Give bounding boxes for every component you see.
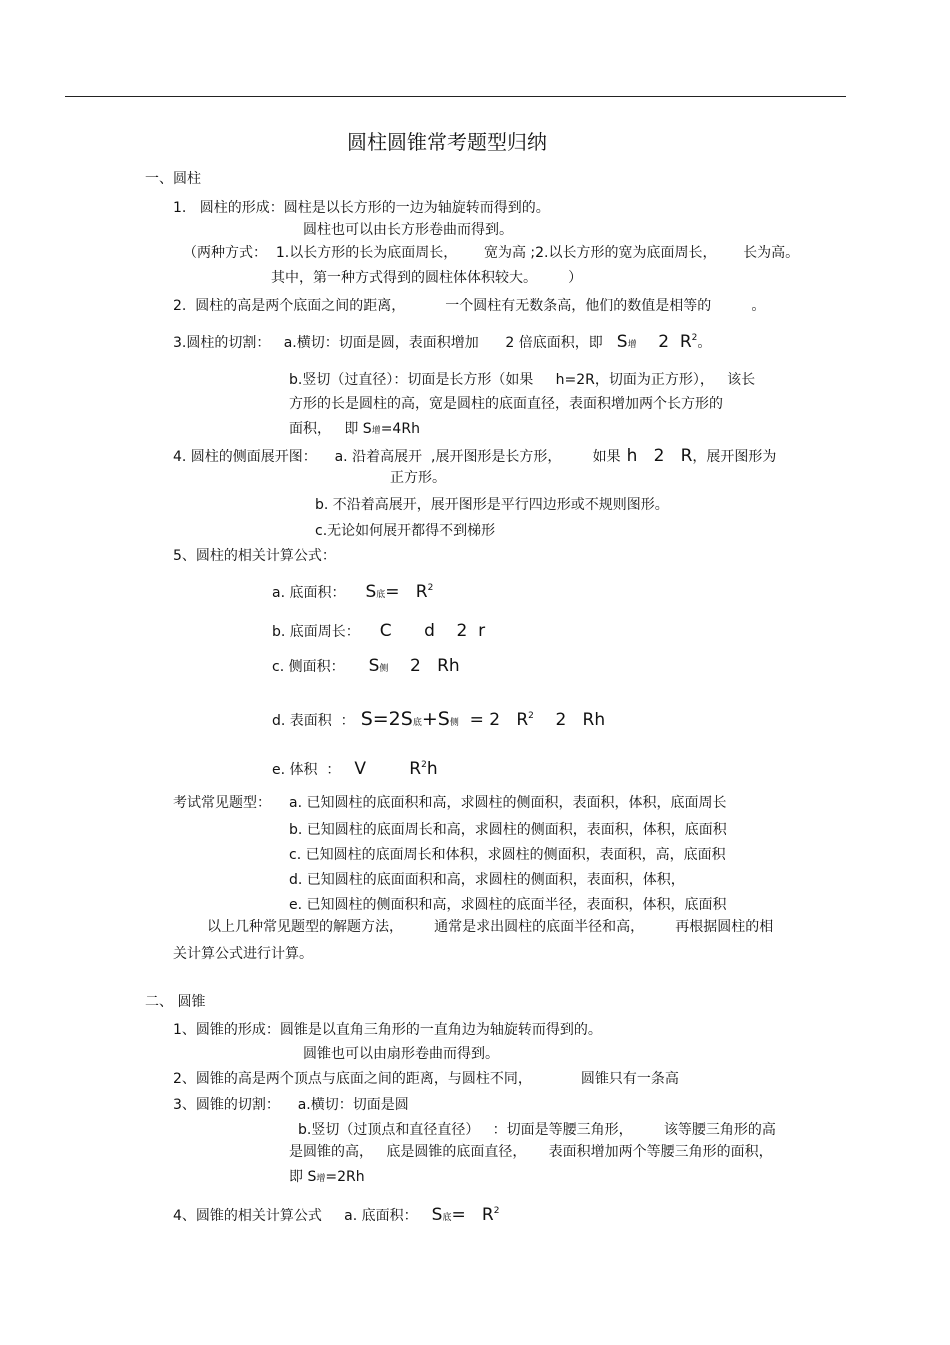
formula: C d 2 r: [379, 621, 486, 641]
cylinder-formulas-heading: 5、圆柱的相关计算公式：: [173, 548, 336, 564]
formula-sub: 底: [442, 1213, 452, 1223]
exam-type-e: e. 已知圆柱的侧面积和高，求圆柱的底面半径，表面积，体积，底面积: [289, 897, 727, 913]
formula-rest: = R: [385, 582, 428, 602]
cylinder-two-methods: （两种方式： 1.以长方形的长为底面周长， 宽为高 ;2.以长方形的宽为底面周长， 长为高。: [183, 245, 800, 261]
formula-sub: 增: [316, 1174, 326, 1184]
formula-sup: 2: [691, 333, 698, 343]
formula-sup: 2: [427, 583, 434, 593]
cone-cut-horizontal: 3、圆锥的切割： a.横切：切面是圆: [173, 1097, 409, 1113]
cylinder-formation: 1. 圆柱的形成：圆柱是以长方形的一边为轴旋转而得到的。: [173, 200, 550, 216]
cone-cut-vertical-2: 是圆锥的高， 底是圆锥的底面直径， 表面积增加两个等腰三角形的面积，: [289, 1144, 773, 1160]
cylinder-height: 2. 圆柱的高是两个底面之间的距离， 一个圆柱有无数条高，他们的数值是相等的 。: [173, 298, 766, 314]
section-heading-cone: 二、 圆锥: [145, 994, 206, 1010]
exam-type-a: a. 已知圆柱的底面积和高，求圆柱的侧面积，表面积，体积，底面周长: [289, 795, 727, 811]
formula-s: S: [365, 582, 377, 602]
formula-v: V R: [354, 759, 422, 779]
cylinder-unfold-square: 正方形。: [390, 470, 446, 486]
cylinder-formation-alt: 圆柱也可以由长方形卷曲而得到。: [303, 222, 513, 238]
formula-s: S: [431, 1205, 443, 1225]
cylinder-cut-vertical-1: b.竖切（过直径）：切面是长方形（如果 h=2R，切面为正方形）， 该长: [289, 372, 756, 388]
cone-formation-alt: 圆锥也可以由扇形卷曲而得到。: [303, 1046, 499, 1062]
cone-cut-vertical-3: [289, 1168, 365, 1188]
formula-mid: 2 R: [636, 332, 692, 352]
cylinder-cut-vertical-2: 方形的长是圆柱的高，宽是圆柱的底面直径，表面积增加两个长方形的: [289, 396, 723, 412]
formula-base-perimeter: [272, 622, 485, 641]
label: b. 底面周长：: [272, 624, 360, 640]
summary-line-2: 关计算公式进行计算。: [173, 946, 313, 962]
exam-types-label: 考试常见题型：: [173, 795, 271, 811]
text: 3.圆柱的切割： a.横切：切面是圆，表面积增加 2 倍底面积，即: [173, 335, 603, 351]
formula: h 2 R: [626, 446, 693, 466]
label: c. 侧面积：: [272, 659, 345, 675]
text-end: ，展开图形为: [692, 449, 777, 465]
formula-sub: 底: [376, 590, 386, 600]
formula-end: 2 Rh: [533, 710, 606, 730]
summary-line-1: 以上几种常见题型的解题方法， 通常是求出圆柱的底面半径和高， 再根据圆柱的相: [207, 919, 774, 935]
formula-sub-side: 侧: [449, 718, 459, 728]
cone-formulas: [173, 1206, 499, 1227]
formula-end: 。: [697, 335, 712, 351]
page-title: 圆柱圆锥常考题型归纳: [347, 130, 547, 154]
text: 面积， 即 S: [289, 421, 372, 437]
formula-volume: [272, 760, 438, 781]
label: e. 体积 ：: [272, 762, 341, 778]
formula-sup: 2: [493, 1206, 500, 1216]
label: d. 表面积 ：: [272, 713, 355, 729]
exam-type-c: c. 已知圆柱的底面周长和体积，求圆柱的侧面积，表面积，高，底面积: [289, 847, 726, 863]
formula-sub: 增: [627, 340, 637, 350]
formula-lateral-area: [272, 657, 460, 678]
formula-rest: = 2 R: [458, 710, 529, 730]
header-rule: [65, 96, 846, 97]
formula-end: =4Rh: [380, 421, 420, 437]
formula-sup: 2: [528, 711, 534, 721]
text: 即 S: [289, 1169, 317, 1185]
formula-rest: = R: [451, 1205, 494, 1225]
formula-sub-base: 底: [412, 718, 422, 728]
formula-s: S: [368, 656, 380, 676]
cylinder-unfold-c: c.无论如何展开都得不到梯形: [315, 523, 496, 539]
label: a. 底面积：: [272, 585, 346, 601]
exam-type-b: b. 已知圆柱的底面周长和高，求圆柱的侧面积，表面积，体积，底面积: [289, 822, 727, 838]
formula-plus: +S: [421, 708, 450, 730]
formula-h: h: [426, 759, 438, 779]
cylinder-lateral-unfold: [173, 447, 776, 466]
formula-base-area: [272, 583, 433, 604]
cylinder-cut-horizontal: [173, 333, 711, 354]
formula-s: S=2S: [360, 708, 413, 730]
formula-sup: 2: [421, 760, 427, 770]
text: 4. 圆柱的侧面展开图： a. 沿着高展开 ,展开图形是长方形， 如果: [173, 449, 621, 465]
formula-s: S: [616, 332, 628, 352]
cone-cut-vertical-1: b.竖切（过顶点和直径直径） ：切面是等腰三角形， 该等腰三角形的高: [298, 1122, 776, 1138]
formula-rest: 2 Rh: [388, 656, 460, 676]
formula-end: =2Rh: [325, 1169, 365, 1185]
cylinder-methods-note: 其中，第一种方式得到的圆柱体体积较大。 ）: [271, 270, 583, 286]
formula-surface-area: [272, 710, 605, 732]
section-heading-cylinder: 一、圆柱: [145, 171, 201, 187]
label: 4、圆锥的相关计算公式 a. 底面积：: [173, 1208, 418, 1224]
cone-height: 2、圆锥的高是两个顶点与底面之间的距离，与圆柱不同， 圆锥只有一条高: [173, 1071, 679, 1087]
formula-sub: 增: [371, 426, 381, 436]
cylinder-cut-vertical-3: [289, 420, 420, 440]
cone-formation: 1、圆锥的形成：圆锥是以直角三角形的一直角边为轴旋转而得到的。: [173, 1022, 602, 1038]
exam-type-d: d. 已知圆柱的底面面积和高，求圆柱的侧面积，表面积，体积，: [289, 872, 685, 888]
cylinder-unfold-b: b. 不沿着高展开，展开图形是平行四边形或不规则图形。: [315, 497, 669, 513]
formula-sub: 侧: [379, 664, 389, 674]
